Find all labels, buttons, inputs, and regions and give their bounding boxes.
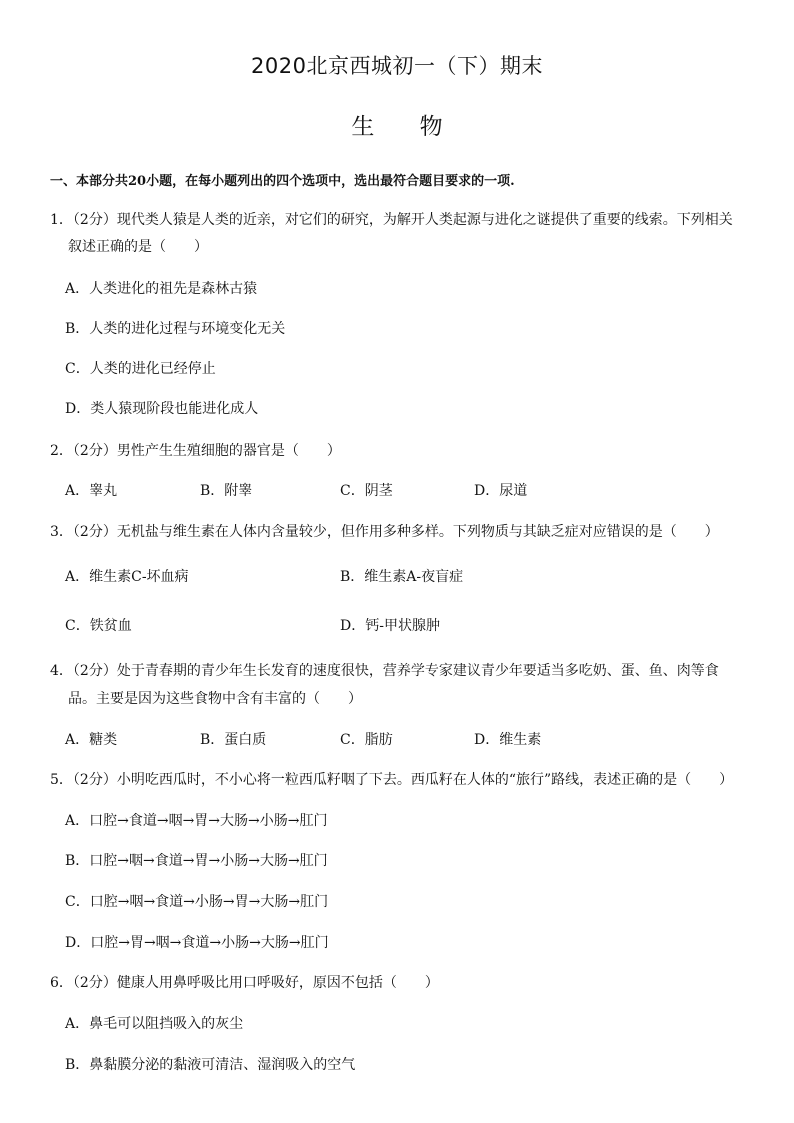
question-1-option-d: D．类人猿现阶段也能进化成人 — [65, 401, 259, 417]
question-5-option-b: B．口腔→咽→食道→胃→小肠→大肠→肛门 — [65, 853, 328, 869]
question-6-stem: 6．（2分）健康人用鼻呼吸比用口呼吸好，原因不包括（ ） — [50, 975, 439, 991]
question-4-stem-cont: 品。主要是因为这些食物中含有丰富的（ ） — [68, 691, 362, 707]
question-2-stem: 2．（2分）男性产生生殖细胞的器官是（ ） — [50, 443, 341, 459]
document-title: 2020北京西城初一（下）期末 — [251, 54, 543, 78]
question-2-option-c: C．阴茎 — [340, 483, 393, 499]
question-5-option-c: C．口腔→咽→食道→小肠→胃→大肠→肛门 — [65, 894, 329, 910]
question-1-stem-cont: 叙述正确的是（ ） — [68, 239, 208, 255]
question-1-option-b: B．人类的进化过程与环境变化无关 — [65, 321, 286, 337]
question-5-stem: 5．（2分）小明吃西瓜时，不小心将一粒西瓜籽咽了下去。西瓜籽在人体的“旅行”路线，表述正确的是（ ） — [50, 772, 734, 788]
question-3-option-a: A．维生素C-坏血病 — [65, 569, 189, 585]
question-5-option-a: A．口腔→食道→咽→胃→大肠→小肠→肛门 — [65, 813, 328, 829]
question-2-option-b: B．附睾 — [200, 483, 253, 499]
question-3-option-c: C．铁贫血 — [65, 618, 132, 634]
subject-heading: 生 物 — [351, 114, 443, 140]
question-3-option-d: D．钙-甲状腺肿 — [340, 618, 440, 634]
question-4-option-d: D．维生素 — [474, 732, 542, 748]
question-2-option-a: A．睾丸 — [65, 483, 118, 499]
section-heading: 一、本部分共20小题，在每小题列出的四个选项中，选出最符合题目要求的一项. — [50, 174, 515, 189]
question-1-option-a: A．人类进化的祖先是森林古猿 — [65, 281, 258, 297]
question-3-stem: 3．（2分）无机盐与维生素在人体内含量较少，但作用多种多样。下列物质与其缺乏症对应错误的是（ ） — [50, 524, 719, 540]
question-4-stem: 4．（2分）处于青春期的青少年生长发育的速度很快，营养学专家建议青少年要适当多吃奶、蛋、鱼、肉等食 — [50, 663, 719, 679]
question-1-option-c: C．人类的进化已经停止 — [65, 361, 216, 377]
question-6-option-b: B．鼻黏膜分泌的黏液可清洁、湿润吸入的空气 — [65, 1057, 356, 1073]
question-6-option-a: A．鼻毛可以阻挡吸入的灰尘 — [65, 1016, 244, 1032]
question-5-option-d: D．口腔→胃→咽→食道→小肠→大肠→肛门 — [65, 935, 329, 951]
question-2-option-d: D．尿道 — [474, 483, 528, 499]
question-4-option-b: B．蛋白质 — [200, 732, 267, 748]
question-4-option-a: A．糖类 — [65, 732, 118, 748]
question-1-stem: 1．（2分）现代类人猿是人类的近亲，对它们的研究，为解开人类起源与进化之谜提供了重要的线索。下列相关 — [50, 212, 733, 228]
question-4-option-c: C．脂肪 — [340, 732, 393, 748]
question-3-option-b: B．维生素A-夜盲症 — [340, 569, 464, 585]
